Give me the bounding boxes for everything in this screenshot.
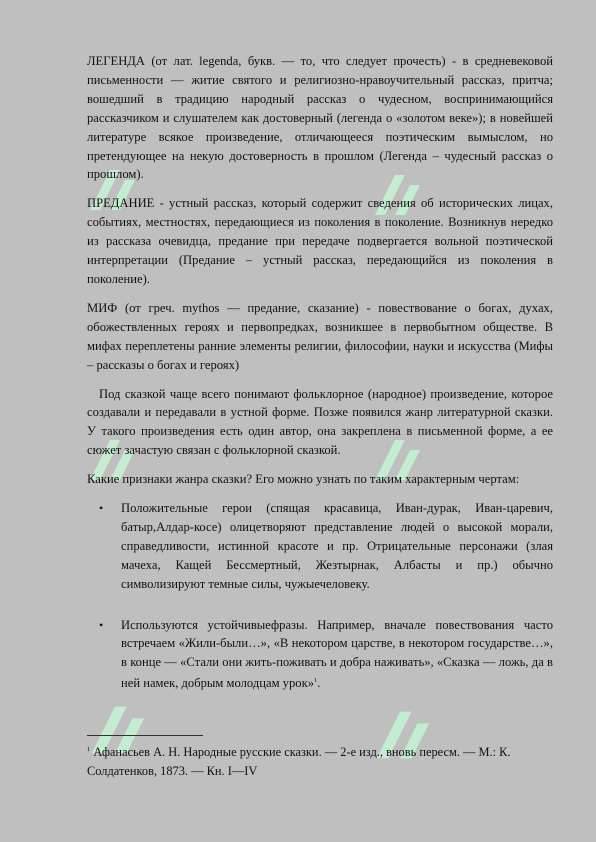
- paragraph-skazka: Под сказкой чаще всего понимают фольклорное (народное) произведение, которое создавали и передавали в устной форме. Позже появился жанр литературной сказки. У такого произведения есть один автор, она закреплена в письменной форме, а ее сюжет зачастую связан с фольклорной сказкой.: [87, 386, 553, 458]
- footnote-separator: [87, 735, 203, 736]
- list-item-text: Положительные герои (спящая красавица, Иван-дурак, Иван-царевич, батыр,Алдар-косе) олицетворяют представление людей о высокой морали, справедливости, истинной красоте и пр. Отрицательные персонажи (злая мачеха, Кащей Бессмертный, Жезтырнак, Албасты и пр.) обычно символизируют темные силы, чужыечеловеку.: [121, 501, 553, 591]
- paragraph-predanie: ПРЕДАНИЕ - устный рассказ, который содержит сведения об исторических лицах, событиях, местностях, передающиеся из поколения в поколение. Возникнув нередко из рассказа очевидца, предание при передаче подвергается вольной поэтической интерпретации (Предание – устный рассказ, передающийся из поколения в поколение).: [87, 196, 553, 286]
- list-item: [87, 499, 553, 594]
- bullet-icon: •: [99, 617, 104, 632]
- list-item: [87, 616, 553, 694]
- footnote-number: 1: [87, 746, 91, 753]
- paragraph-legend: ЛЕГЕНДА (от лат. legenda, букв. — то, что следует прочесть) - в средневековой письменности — житие святого и религиозно-нравоучительный рассказ, притча; вошедший в традицию народный рассказ о чудесном, воспринимающийся рассказчиком и слушателем как достоверный (легенда о «золотом веке»); в новейшей литературе всякое произведение, отличающееся поэтическим вымыслом, но претендующее на некую достоверность в прошлом (Легенда – чудесный рассказ о прошлом).: [87, 54, 553, 182]
- footnote: [87, 741, 553, 780]
- paragraph-mif: МИФ (от греч. mythos — предание, сказание) - повествование о богах, духах, обожествленных героях и первопредках, возникшее в первобытном обществе. В мифах переплетены ранние элементы религии, философии, науки и искусства (Мифы – рассказы о богах и героях): [87, 300, 553, 372]
- main-text: [87, 52, 553, 715]
- bullet-list: [87, 499, 553, 693]
- footnote-reference[interactable]: 1: [314, 677, 318, 685]
- paragraph-question: Какие признаки жанра сказки? Его можно узнать по таким характерным чертам:: [87, 472, 520, 487]
- bullet-icon: •: [99, 501, 104, 516]
- list-item-text: Используются устойчивыефразы. Например, вначале повествования часто встречаем «Жили-были…», «В некотором царстве, в некотором государстве…», в конце — «Стали они жить-поживать и добра наживать», «Сказка — ложь, да в ней намек, добрым молодцам урок»: [121, 617, 553, 691]
- footnote-text: Афанасьев А. Н. Народные русские сказки. — 2-е изд., вновь пересм. — М.: К. Солдатенков, 1873. — Кн. I—IV: [87, 745, 511, 778]
- list-item-end: .: [317, 676, 321, 691]
